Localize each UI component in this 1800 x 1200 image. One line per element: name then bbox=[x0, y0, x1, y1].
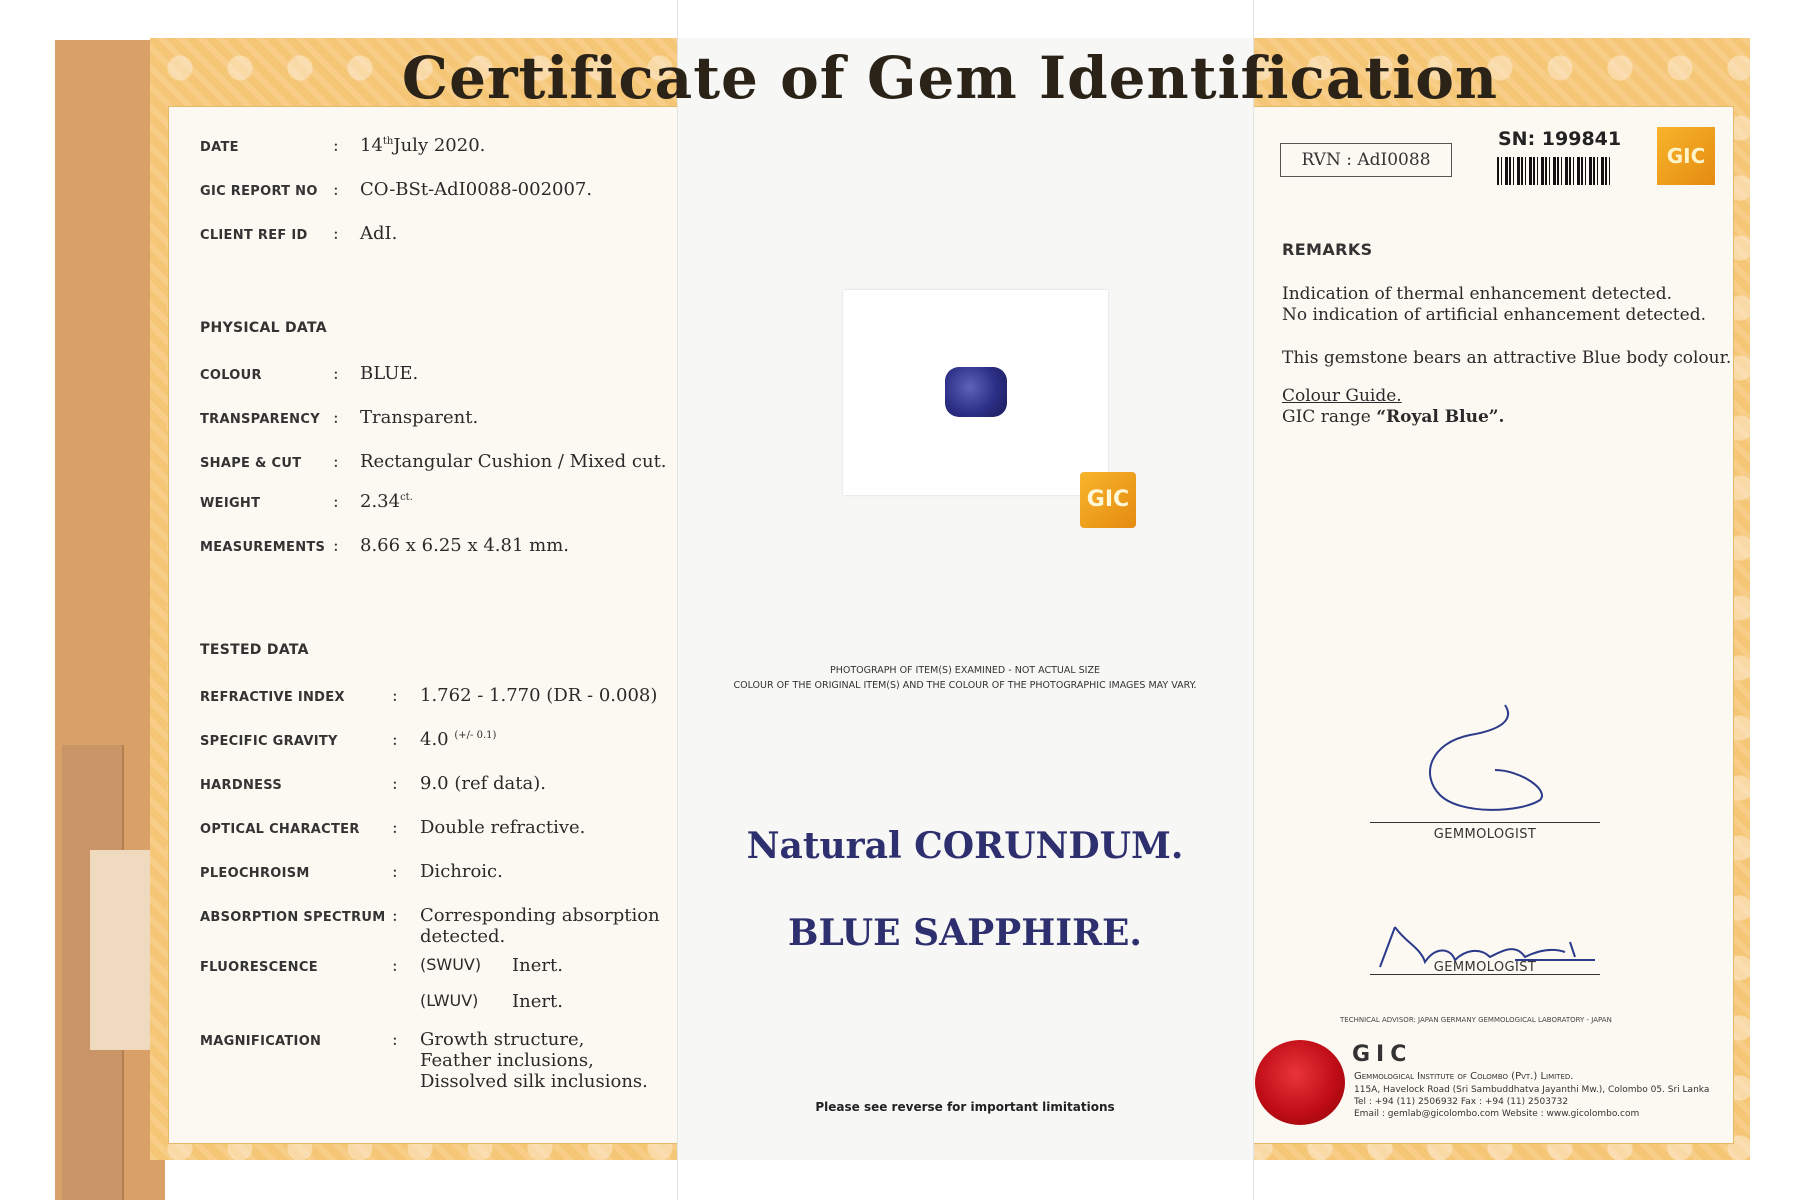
fluor-swuv-label: (SWUV) bbox=[420, 955, 482, 974]
physical-heading: PHYSICAL DATA bbox=[200, 320, 327, 336]
photo-caption-line-1: PHOTOGRAPH OF ITEM(S) EXAMINED - NOT ACTUAL SIZE bbox=[829, 665, 1100, 676]
gic-hologram-seal: GIC bbox=[1080, 472, 1136, 528]
colon: : bbox=[333, 364, 339, 384]
date-label: DATE bbox=[200, 140, 239, 155]
colon: : bbox=[333, 180, 339, 200]
magnification-label: MAGNIFICATION bbox=[200, 1034, 322, 1049]
optical-value: Double refractive. bbox=[420, 817, 586, 838]
remarks-heading: REMARKS bbox=[1282, 240, 1373, 259]
colour-value: BLUE. bbox=[360, 363, 419, 384]
wax-seal-icon bbox=[1255, 1040, 1345, 1125]
sapphire-gem-image bbox=[945, 367, 1007, 417]
tested-heading: TESTED DATA bbox=[200, 642, 309, 658]
gic-hologram-seal-top: GIC bbox=[1657, 127, 1715, 185]
measurements-label: MEASUREMENTS bbox=[200, 540, 326, 555]
sg-value: 4.0 $^{(+/- 0.1)}$ bbox=[420, 729, 497, 750]
report-value: CO-BSt-AdI0088-002007. bbox=[360, 179, 593, 200]
client-label: CLIENT REF ID bbox=[200, 228, 308, 243]
colon: : bbox=[392, 956, 398, 976]
fluor-lwuv-value: Inert. bbox=[512, 991, 563, 1012]
species-heading: Natural CORUNDUM. bbox=[746, 825, 1184, 867]
fluorescence-label: FLUORESCENCE bbox=[200, 960, 318, 975]
shape-label: SHAPE & CUT bbox=[200, 456, 302, 471]
colour-guide-label: Colour Guide. bbox=[1282, 386, 1402, 406]
center-panel-top bbox=[678, 0, 1253, 38]
report-label: GIC REPORT NO bbox=[200, 184, 318, 199]
remark-2: No indication of artificial enhancement detected. bbox=[1282, 305, 1706, 325]
fluor-lwuv-label: (LWUV) bbox=[420, 991, 479, 1010]
rvn-box: RVN : AdI0088 bbox=[1280, 143, 1452, 177]
colour-label: COLOUR bbox=[200, 368, 262, 383]
transparency-value: Transparent. bbox=[360, 407, 479, 428]
serial-number: SN: 199841 bbox=[1498, 128, 1622, 150]
shape-value: Rectangular Cushion / Mixed cut. bbox=[360, 451, 667, 472]
colon: : bbox=[392, 730, 398, 750]
magnification-value-2: Feather inclusions, bbox=[420, 1050, 594, 1071]
ri-value: 1.762 - 1.770 (DR - 0.008) bbox=[420, 685, 658, 706]
hardness-label: HARDNESS bbox=[200, 778, 283, 793]
sg-label: SPECIFIC GRAVITY bbox=[200, 734, 338, 749]
photo-caption bbox=[690, 663, 1240, 693]
colon: : bbox=[392, 1030, 398, 1050]
technical-advisor: TECHNICAL ADVISOR: JAPAN GERMANY GEMMOLOGICAL LABORATORY - JAPAN bbox=[1340, 1016, 1612, 1024]
gic-address: 115A, Havelock Road (Sri Sambuddhatva Jayanthi Mw.), Colombo 05. Sri Lanka bbox=[1354, 1085, 1710, 1095]
barcode-icon bbox=[1497, 157, 1612, 185]
signature-1 bbox=[1400, 695, 1580, 825]
absorption-value-2: detected. bbox=[420, 926, 506, 947]
center-panel-bottom bbox=[678, 1160, 1253, 1200]
gic-org-short: GIC bbox=[1352, 1042, 1413, 1067]
colon: : bbox=[333, 408, 339, 428]
absorption-label: ABSORPTION SPECTRUM bbox=[200, 910, 386, 925]
colon: : bbox=[392, 818, 398, 838]
transparency-label: TRANSPARENCY bbox=[200, 412, 320, 427]
folder-paper-edge bbox=[90, 850, 150, 1050]
weight-value: $2.34^{ct.}$ bbox=[360, 491, 413, 512]
colon: : bbox=[333, 492, 339, 512]
colon: : bbox=[333, 224, 339, 244]
client-value: AdI. bbox=[360, 223, 398, 244]
remark-3: This gemstone bears an attractive Blue body colour. bbox=[1282, 348, 1732, 368]
gic-phone: Tel : +94 (11) 2506932 Fax : +94 (11) 2503732 bbox=[1354, 1097, 1569, 1107]
colour-guide-line: GIC range “Royal Blue”. bbox=[1282, 407, 1505, 427]
signature-line-1 bbox=[1370, 822, 1600, 823]
center-panel bbox=[677, 0, 1254, 1200]
gic-email: Email : gemlab@gicolombo.com Website : www.gicolombo.com bbox=[1354, 1109, 1640, 1119]
reverse-note: Please see reverse for important limitations bbox=[815, 1100, 1115, 1114]
absorption-value-1: Corresponding absorption bbox=[420, 905, 660, 926]
measurements-value: 8.66 x 6.25 x 4.81 mm. bbox=[360, 535, 570, 556]
colon: : bbox=[333, 452, 339, 472]
certificate-title: Certificate of Gem Identification bbox=[401, 44, 1499, 112]
magnification-value-1: Growth structure, bbox=[420, 1029, 585, 1050]
colon: : bbox=[392, 686, 398, 706]
remark-1: Indication of thermal enhancement detected. bbox=[1282, 284, 1673, 304]
photo-caption-line-2: COLOUR OF THE ORIGINAL ITEM(S) AND THE COLOUR OF THE PHOTOGRAPHIC IMAGES MAY VARY. bbox=[733, 680, 1197, 691]
optical-label: OPTICAL CHARACTER bbox=[200, 822, 360, 837]
magnification-value-3: Dissolved silk inclusions. bbox=[420, 1071, 648, 1092]
gic-org-name: Gemmological Institute of Colombo (Pvt.) Limited. bbox=[1354, 1071, 1574, 1082]
pleochroism-label: PLEOCHROISM bbox=[200, 866, 310, 881]
pleochroism-value: Dichroic. bbox=[420, 861, 503, 882]
colon: : bbox=[392, 906, 398, 926]
ri-label: REFRACTIVE INDEX bbox=[200, 690, 345, 705]
colon: : bbox=[392, 774, 398, 794]
colon: : bbox=[333, 136, 339, 156]
gemmologist-label-1: GEMMOLOGIST bbox=[1433, 827, 1537, 842]
variety-heading: BLUE SAPPHIRE. bbox=[788, 912, 1142, 954]
colon: : bbox=[333, 536, 339, 556]
colon: : bbox=[392, 862, 398, 882]
gemmologist-label-2: GEMMOLOGIST bbox=[1433, 960, 1537, 975]
fluor-swuv-value: Inert. bbox=[512, 955, 563, 976]
date-value: 14thJuly 2020. bbox=[360, 135, 486, 156]
weight-label: WEIGHT bbox=[200, 496, 261, 511]
hardness-value: 9.0 (ref data). bbox=[420, 773, 546, 794]
